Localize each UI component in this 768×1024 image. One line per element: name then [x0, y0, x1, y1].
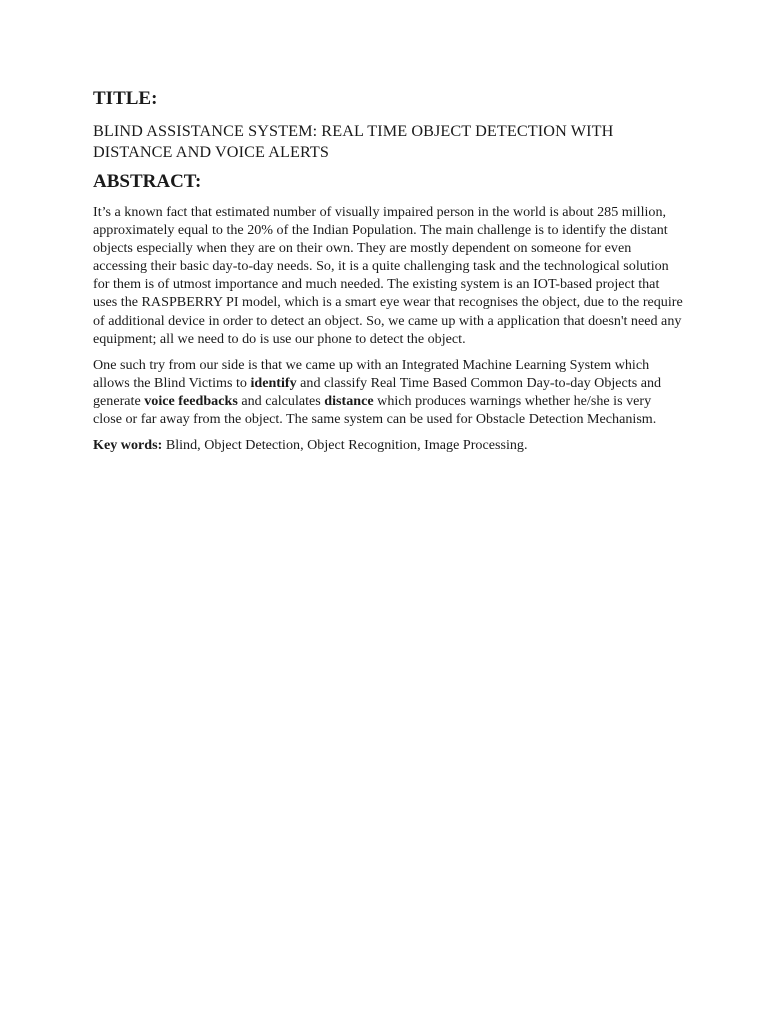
bold-distance: distance — [324, 392, 374, 409]
keywords-line — [93, 436, 683, 454]
paragraph-2-text-1: One such try from our side is that we came up with an Integrated Machine Learning System which allows the Blind Victims to — [93, 356, 650, 391]
paragraph-2-text-3: and calculates — [237, 392, 325, 409]
project-title: BLIND ASSISTANCE SYSTEM: REAL TIME OBJECT DETECTION WITH DISTANCE AND VOICE ALERTS — [93, 122, 614, 161]
keywords-label: Key words: — [93, 437, 163, 454]
bold-voice-feedbacks: voice feedbacks — [144, 392, 238, 409]
abstract-heading: ABSTRACT: — [93, 171, 202, 192]
abstract-paragraph-1: It’s a known fact that estimated number of visually impaired person in the world is about 285 million, approximately equal to the 20% of the Indian Population. The main challenge is to identify the distant objects especially when they are on their own. They are mostly dependent on someone for even accessing their basic day-to-day needs. So, it is a quite challenging task and the technological solution for them is of utmost importance and much needed. The existing system is an IOT-based project that uses the RASPBERRY PI model, which is a smart eye wear that recognises the object, due to the require of additional device in order to detect an object. So, we came up with a application that doesn't need any equipment; all we need to do is use our phone to detect the object. — [93, 204, 683, 347]
title-heading: TITLE: — [93, 88, 158, 109]
abstract-paragraph-2 — [93, 356, 683, 428]
paragraph-2-text-4: which produces warnings whether he/she is very close or far away from the object. The same system can be used for Obstacle Detection Mechanism. — [93, 392, 657, 428]
paragraph-2-text-2: and classify Real Time Based Common Day-to-day Objects and generate — [93, 374, 662, 409]
document-body — [93, 86, 683, 454]
bold-identify: identify — [250, 374, 297, 391]
keywords-text: Blind, Object Detection, Object Recognition, Image Processing. — [162, 437, 528, 454]
